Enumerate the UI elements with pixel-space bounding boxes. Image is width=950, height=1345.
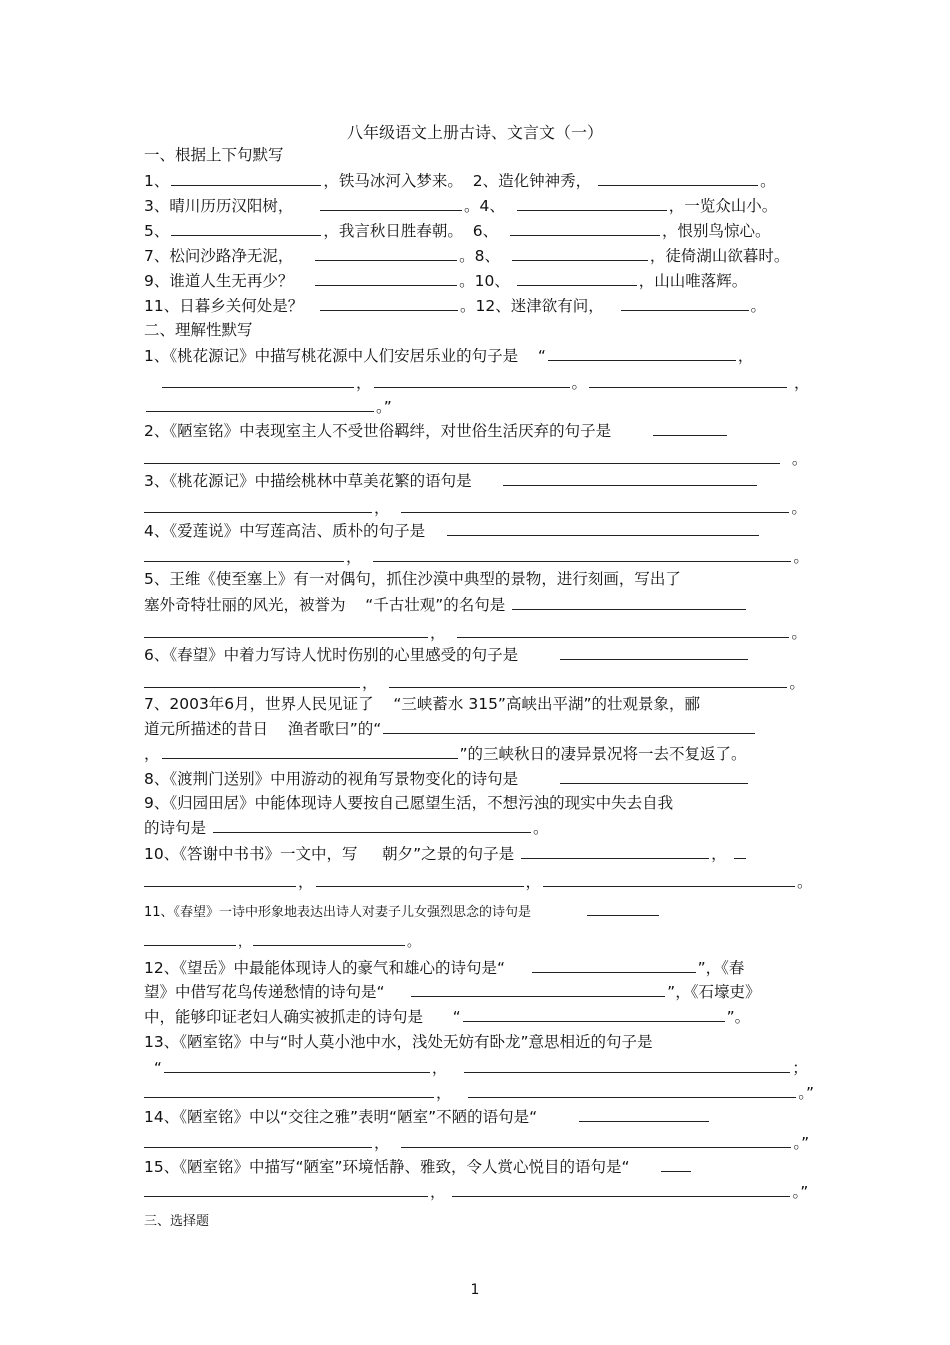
answer-blank[interactable]: [532, 957, 696, 973]
s2-q4-line2: [144, 546, 809, 567]
period: 。: [797, 873, 813, 891]
answer-blank[interactable]: [144, 1132, 372, 1148]
s2-q12-line2: [144, 981, 760, 1002]
s2-q7-text: 7、2003年6月，世界人民见证了: [144, 695, 374, 713]
s1-row-4: [144, 245, 789, 266]
s1-row-6: [144, 295, 766, 316]
section1-heading: 一、根据上下句默写: [144, 146, 284, 164]
s2-q12-line3: [144, 1006, 750, 1027]
semicolon: ；: [792, 1059, 808, 1077]
s2-q12-text-2: ”，《春: [697, 959, 745, 977]
answer-blank[interactable]: [389, 672, 787, 688]
answer-blank[interactable]: [164, 1057, 430, 1073]
quote-mark: “: [153, 1059, 162, 1077]
comma: ，: [298, 873, 314, 891]
answer-blank[interactable]: [452, 1181, 790, 1197]
s2-q14-text: 14、《陋室铭》中以“交往之雅”表明“陋室”不陋的语句是“: [144, 1108, 538, 1126]
s2-q13-line2: [144, 1057, 808, 1078]
s1-q7-text: 7、松问沙路净无泥，: [144, 247, 294, 265]
s2-q13-line3: [144, 1082, 814, 1103]
answer-blank[interactable]: [144, 1181, 428, 1197]
answer-blank[interactable]: [548, 345, 736, 361]
closing-quote: 。”: [798, 1084, 815, 1102]
comma: ，: [525, 873, 542, 891]
closing-quote: 。”: [793, 1134, 810, 1152]
answer-blank[interactable]: [253, 930, 405, 946]
comma: ，: [430, 624, 446, 642]
s2-q6-text: 6、《春望》中着力写诗人忧时伤别的心里感受的句子是: [144, 646, 519, 664]
answer-blank[interactable]: [517, 270, 637, 286]
answer-blank[interactable]: [374, 372, 570, 388]
s1-q6-label: 6、: [472, 222, 499, 240]
s1-punct: 。: [750, 297, 767, 315]
answer-blank[interactable]: [320, 295, 458, 311]
s1-row-5: [144, 270, 747, 291]
s2-q7-line3: [144, 743, 747, 764]
comma: ，: [238, 935, 252, 950]
s2-q7-text-5: ”的三峡秋日的凄异景况将一去不复返了。: [459, 745, 747, 763]
period: 。: [791, 624, 807, 642]
comma: ，: [374, 1134, 390, 1152]
s1-q4-text: ，一览众山小。: [668, 197, 778, 215]
s2-q7-text-4: 渔者歌曰”的“: [287, 720, 382, 738]
quote-mark: “: [452, 1008, 461, 1026]
quote-mark: ”: [726, 1008, 735, 1026]
s1-punct: 。: [760, 172, 776, 190]
s2-q10-line2: [144, 871, 813, 892]
answer-blank[interactable]: [463, 1006, 725, 1022]
answer-blank[interactable]: [621, 295, 749, 311]
answer-blank[interactable]: [144, 1082, 434, 1098]
s2-q3-line2: [144, 497, 807, 518]
s2-q8: [144, 768, 750, 789]
period: 。: [571, 374, 588, 392]
answer-blank[interactable]: [171, 170, 321, 186]
closing-quote: 。”: [792, 1183, 809, 1201]
answer-blank[interactable]: [510, 220, 660, 236]
s2-q2: [144, 420, 729, 441]
answer-blank[interactable]: [661, 1156, 691, 1172]
answer-blank[interactable]: [320, 195, 462, 211]
s1-q5-label: 5、: [144, 222, 170, 240]
s1-q12-text: 。12、迷津欲有问，: [460, 297, 604, 315]
s1-row-3: [144, 220, 771, 241]
s2-q9: 9、《归园田居》中能体现诗人要按自己愿望生活，不想污浊的现实中失去自我: [144, 794, 674, 812]
period: 。: [407, 935, 421, 950]
comma: ，: [793, 374, 810, 392]
s2-q5-line2: [144, 594, 748, 615]
s2-q12-text: 12、《望岳》中最能体现诗人的豪气和雄心的诗句是“: [144, 959, 506, 977]
period: 。: [532, 819, 549, 837]
s1-q6-text: ，恨别鸟惊心。: [661, 222, 771, 240]
s2-q3: [144, 470, 759, 491]
answer-blank[interactable]: [144, 448, 780, 464]
answer-blank[interactable]: [587, 900, 659, 916]
s1-row-2: [144, 195, 777, 216]
answer-blank[interactable]: [521, 843, 709, 859]
s1-q8-text: ，徒倚湖山欲暮时。: [649, 247, 790, 265]
answer-blank[interactable]: [144, 622, 428, 638]
s1-q3-text: 3、晴川历历汉阳树，: [144, 197, 294, 215]
s1-row-1: [144, 170, 776, 191]
s2-q9-line2: [144, 817, 548, 838]
answer-blank[interactable]: [512, 245, 648, 261]
comma: ，: [431, 1059, 448, 1077]
answer-blank[interactable]: [383, 718, 755, 734]
s2-q7-text-2: “三峡蓄水 315”高峡出平湖”的壮观景象，郦: [393, 695, 700, 713]
answer-blank[interactable]: [315, 270, 457, 286]
section3-heading: 三、选择题: [144, 1214, 210, 1229]
answer-blank[interactable]: [560, 768, 748, 784]
answer-blank[interactable]: [503, 470, 757, 486]
s2-q15-text: 15、《陋室铭》中描写“陋室”环境恬静、雅致，令人赏心悦目的语句是“: [144, 1158, 630, 1176]
s1-q10-text: ，山山唯落辉。: [638, 272, 748, 290]
s2-q1-line2: [160, 372, 809, 393]
s2-q12-text-4: ”，《石壕吏》: [667, 983, 761, 1001]
answer-blank[interactable]: [144, 497, 372, 513]
comma: ，: [436, 1084, 452, 1102]
answer-blank[interactable]: [373, 546, 791, 562]
s2-q10-text: 10、《答谢中书书》一文中，写: [144, 845, 358, 863]
s1-q2-text: 2、造化钟神秀，: [472, 172, 592, 190]
answer-blank[interactable]: [468, 1082, 796, 1098]
answer-blank[interactable]: [401, 497, 789, 513]
s2-q2-text: 2、《陋室铭》中表现室主人不受世俗羁绊，对世俗生活厌弃的句子是: [144, 422, 612, 440]
comma: ，: [356, 374, 372, 392]
answer-blank[interactable]: [144, 546, 344, 562]
s2-q4: [144, 520, 761, 541]
answer-blank[interactable]: [411, 981, 665, 997]
s2-q10-text-2: 朝夕”之景的句子是: [382, 845, 515, 863]
s2-q11-line2: [144, 930, 420, 953]
answer-blank[interactable]: [144, 871, 296, 887]
quote-mark: “: [537, 347, 546, 365]
comma: ，: [362, 674, 378, 692]
answer-blank[interactable]: [401, 1132, 791, 1148]
answer-blank[interactable]: [598, 170, 758, 186]
answer-blank[interactable]: [213, 817, 531, 833]
answer-blank[interactable]: [734, 843, 746, 859]
comma: ，: [430, 1183, 446, 1201]
s2-q7: [144, 694, 700, 714]
s2-q1: [144, 345, 753, 366]
answer-blank[interactable]: [457, 622, 789, 638]
s1-q5-text: ，我言秋日胜春朝。: [323, 222, 463, 240]
s2-q12-text-5: 中，能够印证老妇人确实被抓走的诗句是: [144, 1008, 424, 1026]
page-title: 八年级语文上册古诗、文言文（一）: [346, 123, 603, 142]
answer-blank[interactable]: [543, 871, 795, 887]
s2-q10: [144, 843, 748, 864]
s2-q3-text: 3、《桃花源记》中描绘桃林中草美花繁的语句是: [144, 472, 472, 490]
s1-q11-text: 11、日暮乡关何处是？: [144, 297, 304, 315]
s1-q1-label: 1、: [144, 172, 170, 190]
page-number: 1: [470, 1282, 480, 1298]
s1-q8-label: 。8、: [459, 247, 500, 265]
s2-q14-line2: [144, 1132, 809, 1153]
comma: ，: [374, 499, 390, 517]
answer-blank[interactable]: [146, 396, 374, 412]
answer-blank[interactable]: [447, 520, 759, 536]
s2-q7-text-3: 道元所描述的昔日: [144, 720, 269, 738]
s2-q14: [144, 1106, 711, 1127]
s2-q5-line3: [144, 622, 807, 643]
closing-quote: 。”: [376, 398, 392, 416]
comma: ，: [346, 548, 362, 566]
s2-q7-line2: [144, 718, 757, 739]
s1-q4-label: 。4、: [464, 197, 505, 215]
period: 。: [791, 450, 808, 468]
answer-blank[interactable]: [560, 644, 748, 660]
answer-blank[interactable]: [579, 1106, 709, 1122]
answer-blank[interactable]: [653, 420, 727, 436]
s2-q12: [144, 957, 744, 978]
period: 。: [789, 674, 805, 692]
answer-blank[interactable]: [316, 871, 524, 887]
s2-q5-text: 塞外奇特壮丽的风光，被誉为: [144, 596, 346, 614]
answer-blank[interactable]: [144, 672, 360, 688]
s1-q1-text: ，铁马冰河入梦来。: [323, 172, 463, 190]
answer-blank[interactable]: [144, 930, 236, 946]
s2-q8-text: 8、《渡荆门送别》中用游动的视角写景物变化的诗句是: [144, 770, 519, 788]
comma: ，: [711, 845, 727, 863]
section2-heading: 二、理解性默写: [144, 321, 253, 339]
answer-blank[interactable]: [171, 220, 321, 236]
s2-q12-text-3: 望》中借写花鸟传递愁情的诗句是“: [144, 983, 385, 1001]
s2-q15: [144, 1156, 693, 1177]
s2-q15-line2: [144, 1181, 808, 1202]
s2-q1-line3: [144, 396, 392, 417]
answer-blank[interactable]: [464, 1057, 790, 1073]
s2-q6: [144, 644, 750, 665]
s2-q11: [144, 900, 661, 923]
comma: ，: [144, 745, 160, 763]
s2-q5-text-2: “千古壮观”的名句是: [365, 596, 506, 614]
answer-blank[interactable]: [512, 594, 746, 610]
s2-q9-text: 的诗句是: [144, 819, 207, 837]
s2-q1-text: 1、《桃花源记》中描写桃花源中人们安居乐业的句子是: [144, 347, 519, 365]
s2-q6-line2: [144, 672, 805, 693]
period: 。: [734, 1008, 751, 1026]
answer-blank[interactable]: [162, 743, 458, 759]
answer-blank[interactable]: [517, 195, 667, 211]
s2-q13: 13、《陋室铭》中与“时人莫小池中水，浅处无妨有卧龙”意思相近的句子是: [144, 1033, 653, 1051]
s1-q10-label: 。10、: [459, 272, 510, 290]
period: 。: [793, 548, 809, 566]
s2-q5: 5、王维《使至塞上》有一对偶句，抓住沙漠中典型的景物，进行刻画，写出了: [144, 570, 681, 588]
period: 。: [791, 499, 807, 517]
s2-q11-text: 11、《春望》一诗中形象地表达出诗人对妻子儿女强烈思念的诗句是: [144, 905, 532, 920]
s2-q4-text: 4、《爱莲说》中写莲高洁、质朴的句子是: [144, 522, 426, 540]
s1-q9-text: 9、谁道人生无再少？: [144, 272, 294, 290]
s2-q2-line2: [144, 448, 807, 469]
comma: ，: [737, 347, 754, 365]
answer-blank[interactable]: [162, 372, 354, 388]
answer-blank[interactable]: [315, 245, 457, 261]
answer-blank[interactable]: [589, 372, 787, 388]
